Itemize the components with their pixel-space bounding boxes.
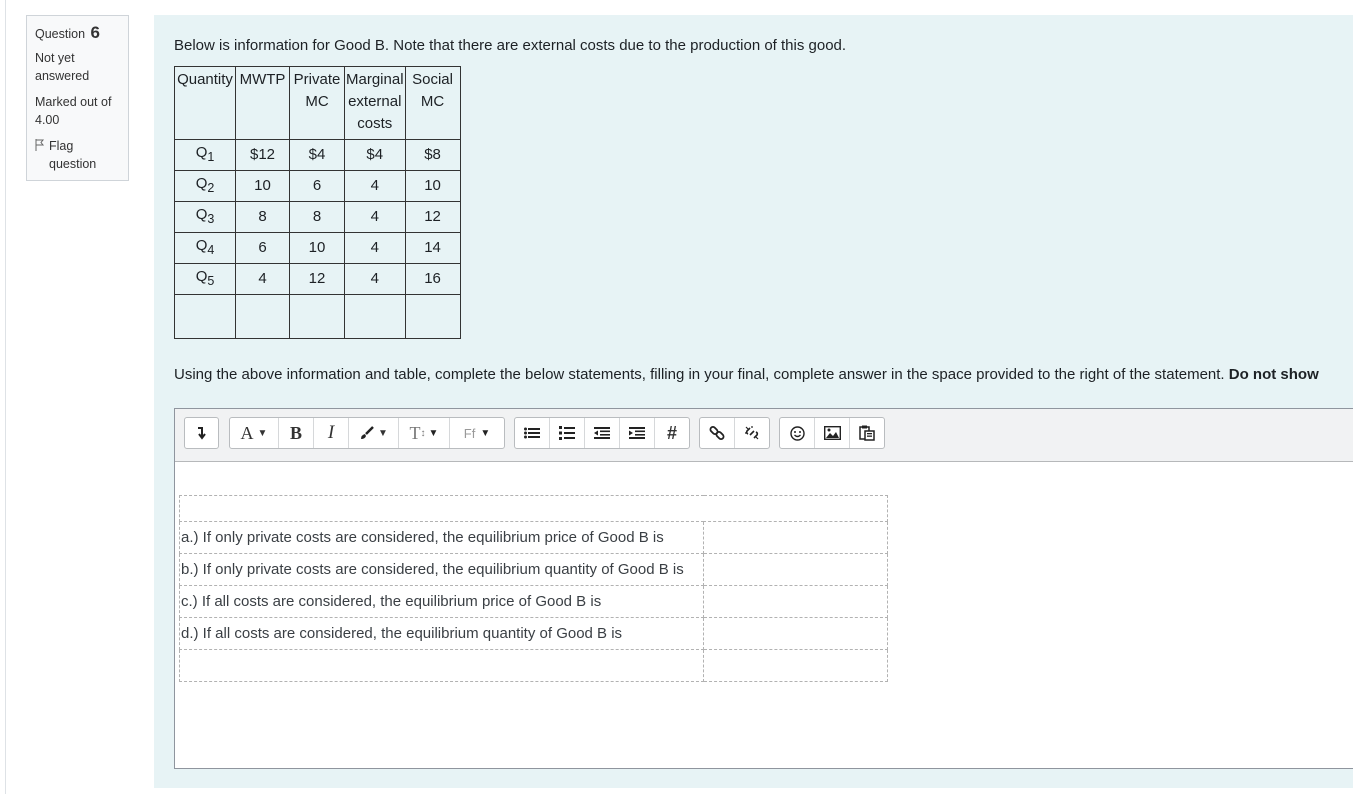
cell-social-mc: 14 <box>405 233 460 264</box>
cell-quantity: $Q_3$ <box>175 202 236 233</box>
answer-cell-b[interactable] <box>704 554 888 586</box>
cell-private-mc: 6 <box>290 171 345 202</box>
font-color-button[interactable]: A ▼ <box>230 418 279 448</box>
cell-mwtp: 6 <box>236 233 290 264</box>
cell-quantity: $Q_5$ <box>175 264 236 295</box>
font-size-icon: ↕ <box>420 427 426 439</box>
cell-social-mc: 16 <box>405 264 460 295</box>
media-button[interactable] <box>850 418 884 448</box>
cell-private-mc: 10 <box>290 233 345 264</box>
table-row <box>175 171 461 202</box>
table-row <box>180 554 888 586</box>
table-row <box>175 233 461 264</box>
editor-toolbar <box>175 409 1353 462</box>
highlight-button[interactable] <box>349 418 399 448</box>
question-number: Question 6 <box>35 23 100 42</box>
indent-button[interactable] <box>620 418 655 448</box>
paintbrush-icon <box>359 426 375 440</box>
question-info-panel <box>26 15 129 181</box>
unordered-list-button[interactable] <box>515 418 550 448</box>
table-row <box>175 140 461 171</box>
cell-quantity: $Q_4$ <box>175 233 236 264</box>
image-icon <box>824 426 841 440</box>
emoticon-button[interactable] <box>780 418 815 448</box>
header-marginal-external-costs: Marginal external costs <box>345 67 406 140</box>
outdent-icon <box>594 427 610 439</box>
table-row <box>180 618 888 650</box>
cost-table-header-row <box>175 67 461 140</box>
table-row-empty <box>180 496 888 522</box>
font-size-button[interactable]: T ↕ ▼ <box>399 418 450 448</box>
table-row-empty <box>175 295 461 339</box>
header-private-mc: Private MC <box>290 67 345 140</box>
header-social-mc: Social MC <box>405 67 460 140</box>
unordered-list-icon <box>524 427 540 439</box>
table-row <box>175 202 461 233</box>
toolbar-group-insert <box>779 417 885 449</box>
question-grade: Marked out of 4.00 <box>35 95 112 127</box>
rich-text-editor[interactable] <box>174 408 1353 769</box>
statement-b: b.) If only private costs are considered, the equilibrium quantity of Good B is <box>180 554 704 586</box>
unlink-icon <box>744 425 760 441</box>
chevron-down-icon: ▼ <box>257 427 268 439</box>
chevron-down-icon: ▼ <box>480 427 491 439</box>
statements-table <box>179 495 888 682</box>
answer-cell-c[interactable] <box>704 586 888 618</box>
statement-d: d.) If all costs are considered, the equilibrium quantity of Good B is <box>180 618 704 650</box>
cell-quantity: $Q_2$ <box>175 171 236 202</box>
table-row <box>180 586 888 618</box>
toolbar-toggle-button[interactable] <box>185 418 218 448</box>
toolbar-group-format <box>229 417 505 449</box>
paste-icon <box>859 425 875 441</box>
cell-mwtp: 8 <box>236 202 290 233</box>
instructions-text: Using the above information and table, complete the below statements, filling in your final, complete answer in the space provided to the right of the statement. Do not show <box>174 366 1319 383</box>
cell-social-mc: 12 <box>405 202 460 233</box>
header-quantity: Quantity <box>175 67 236 140</box>
bold-button[interactable]: B <box>279 418 314 448</box>
ordered-list-icon <box>559 426 575 440</box>
link-icon <box>709 425 725 441</box>
table-row <box>175 264 461 295</box>
outdent-button[interactable] <box>585 418 620 448</box>
smiley-icon <box>790 426 805 441</box>
expand-toolbar-icon <box>197 426 207 440</box>
intro-text: Below is information for Good B. Note that there are external costs due to the production of this good. <box>174 37 847 54</box>
cell-social-mc: 10 <box>405 171 460 202</box>
table-row <box>180 522 888 554</box>
statement-a: a.) If only private costs are considered, the equilibrium price of Good B is <box>180 522 704 554</box>
cell-private-mc: $4 <box>290 140 345 171</box>
chevron-down-icon: ▼ <box>428 427 439 439</box>
cell-marginal-external-cost: 4 <box>345 233 406 264</box>
image-button[interactable] <box>815 418 850 448</box>
toolbar-group-toggle <box>184 417 219 449</box>
left-border <box>5 0 6 794</box>
answer-cell-a[interactable] <box>704 522 888 554</box>
link-button[interactable] <box>700 418 735 448</box>
ordered-list-button[interactable] <box>550 418 585 448</box>
cell-quantity: $Q_1$ <box>175 140 236 171</box>
flag-question-link[interactable] <box>35 137 120 173</box>
equation-button[interactable]: # <box>666 422 677 443</box>
unlink-button[interactable] <box>735 418 770 448</box>
cell-marginal-external-cost: $4 <box>345 140 406 171</box>
chevron-down-icon: ▼ <box>378 427 388 439</box>
toolbar-group-lists <box>514 417 690 449</box>
font-family-button[interactable]: Ff ▼ <box>463 425 491 441</box>
cell-marginal-external-cost: 4 <box>345 264 406 295</box>
cell-mwtp: 10 <box>236 171 290 202</box>
cell-social-mc: $8 <box>405 140 460 171</box>
cell-mwtp: 4 <box>236 264 290 295</box>
cell-marginal-external-cost: 4 <box>345 171 406 202</box>
flag-icon <box>35 139 45 151</box>
question-state: Not yet answered <box>35 51 90 83</box>
answer-cell-d[interactable] <box>704 618 888 650</box>
indent-icon <box>629 427 645 439</box>
question-content <box>154 15 1353 788</box>
cell-marginal-external-cost: 4 <box>345 202 406 233</box>
italic-button[interactable]: I <box>314 418 349 448</box>
cell-mwtp: $12 <box>236 140 290 171</box>
cost-table <box>174 66 461 339</box>
cell-private-mc: 8 <box>290 202 345 233</box>
table-row-empty <box>180 650 888 682</box>
header-mwtp: MWTP <box>236 67 290 140</box>
flag-question-label: Flag question <box>49 139 97 171</box>
statement-c: c.) If all costs are considered, the equilibrium price of Good B is <box>180 586 704 618</box>
cell-private-mc: 12 <box>290 264 345 295</box>
toolbar-group-links <box>699 417 770 449</box>
